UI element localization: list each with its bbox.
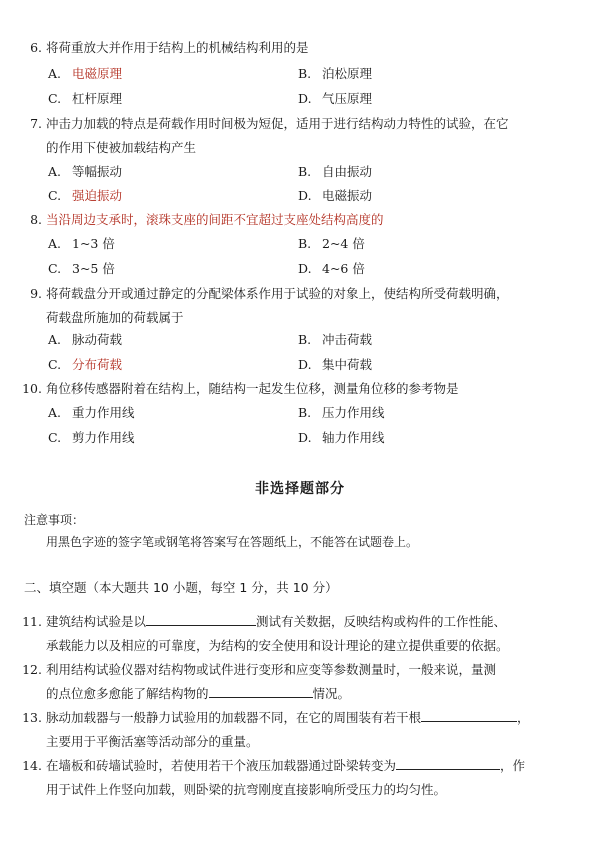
option-b: B. 泊松原理 [298, 66, 373, 81]
question-10 [14, 377, 586, 401]
question-number: 6. [30, 40, 42, 55]
question-text-line1: 将荷载盘分开或通过静定的分配梁体系作用于试验的对象上，使结构所受荷载明确， [46, 286, 509, 301]
option-b: B. 自由振动 [298, 164, 373, 179]
answer-blank[interactable] [396, 755, 500, 770]
option-a: A. 电磁原理 [48, 66, 123, 81]
question-6 [14, 36, 586, 60]
question-text-line2: 的作用下使被加载结构产生 [46, 140, 197, 155]
question-number: 8. [30, 212, 42, 227]
question-text-line1: 利用结构试验仪器对结构物或试件进行变形和应变等参数测量时，一般来说，量测 [46, 662, 497, 677]
question-text-line2: 承载能力以及相应的可靠度，为结构的安全使用和设计理论的建立提供重要的依据。 [46, 638, 509, 653]
question-text: 将荷重放大并作用于结构上的机械结构利用的是 [46, 40, 309, 55]
answer-blank[interactable] [146, 611, 256, 626]
question-number: 12. [22, 662, 42, 677]
option-b: B. 冲击荷载 [298, 332, 373, 347]
option-d: D. 气压原理 [298, 91, 373, 106]
question-number: 11. [22, 614, 42, 629]
option-c: C. 3~5 倍 [48, 261, 115, 276]
option-c: C. 分布荷载 [48, 357, 123, 372]
question-13 [14, 706, 586, 754]
option-c: C. 杠杆原理 [48, 91, 123, 106]
question-text-line2: 用于试件上作竖向加载，则卧梁的抗弯刚度直接影响所受压力的均匀性。 [46, 782, 447, 797]
answer-blank[interactable] [209, 683, 313, 698]
question-11 [14, 610, 586, 658]
option-b: B. 2~4 倍 [298, 236, 365, 251]
question-text-line1: 冲击力加载的特点是荷载作用时间极为短促，适用于进行结构动力特性的试验，在它 [46, 116, 509, 131]
option-d: D. 4~6 倍 [298, 261, 365, 276]
question-14 [14, 754, 586, 802]
option-c: C. 剪力作用线 [48, 430, 135, 445]
question-text-line1: 脉动加载器与一般静力试验用的加载器不同，在它的周围装有若干根 ， [46, 706, 586, 730]
question-number: 10. [22, 381, 42, 396]
question-text-line2: 荷载盘所施加的荷载属于 [46, 310, 184, 325]
question-text-line1: 在墙板和砖墙试验时，若使用若干个液压加载器通过卧梁转变为 ，作 [46, 754, 586, 778]
part2-heading: 二、填空题（本大题共 10 小题，每空 1 分，共 10 分） [24, 580, 338, 595]
option-a: A. 1~3 倍 [48, 236, 115, 251]
notice-label: 注意事项： [24, 513, 85, 527]
option-d: D. 轴力作用线 [298, 430, 385, 445]
question-text-line1: 建筑结构试验是以 测试有关数据，反映结构或构件的工作性能、 [46, 610, 586, 634]
question-text-line2: 的点位愈多愈能了解结构物的 情况。 [46, 682, 586, 706]
question-number: 7. [30, 116, 42, 131]
option-a: A. 重力作用线 [48, 405, 135, 420]
option-d: D. 集中荷载 [298, 357, 373, 372]
question-number: 14. [22, 758, 42, 773]
question-8 [14, 208, 586, 232]
section-title: 非选择题部分 [255, 481, 345, 497]
question-text-line2: 主要用于平衡活塞等活动部分的重量。 [46, 734, 259, 749]
option-c: C. 强迫振动 [48, 188, 123, 203]
question-7 [14, 112, 586, 160]
notice-text: 用黑色字迹的签字笔或钢笔将答案写在答题纸上，不能答在试题卷上。 [46, 535, 419, 549]
question-9 [14, 282, 586, 330]
option-a: A. 脉动荷载 [48, 332, 123, 347]
question-text: 当沿周边支承时，滚珠支座的间距不宜超过支座处结构高度的 [46, 212, 384, 227]
question-number: 9. [30, 286, 42, 301]
question-text: 角位移传感器附着在结构上，随结构一起发生位移，测量角位移的参考物是 [46, 381, 459, 396]
question-12 [14, 658, 586, 706]
option-a: A. 等幅振动 [48, 164, 123, 179]
option-d: D. 电磁振动 [298, 188, 373, 203]
question-number: 13. [22, 710, 42, 725]
option-b: B. 压力作用线 [298, 405, 385, 420]
answer-blank[interactable] [421, 707, 517, 722]
